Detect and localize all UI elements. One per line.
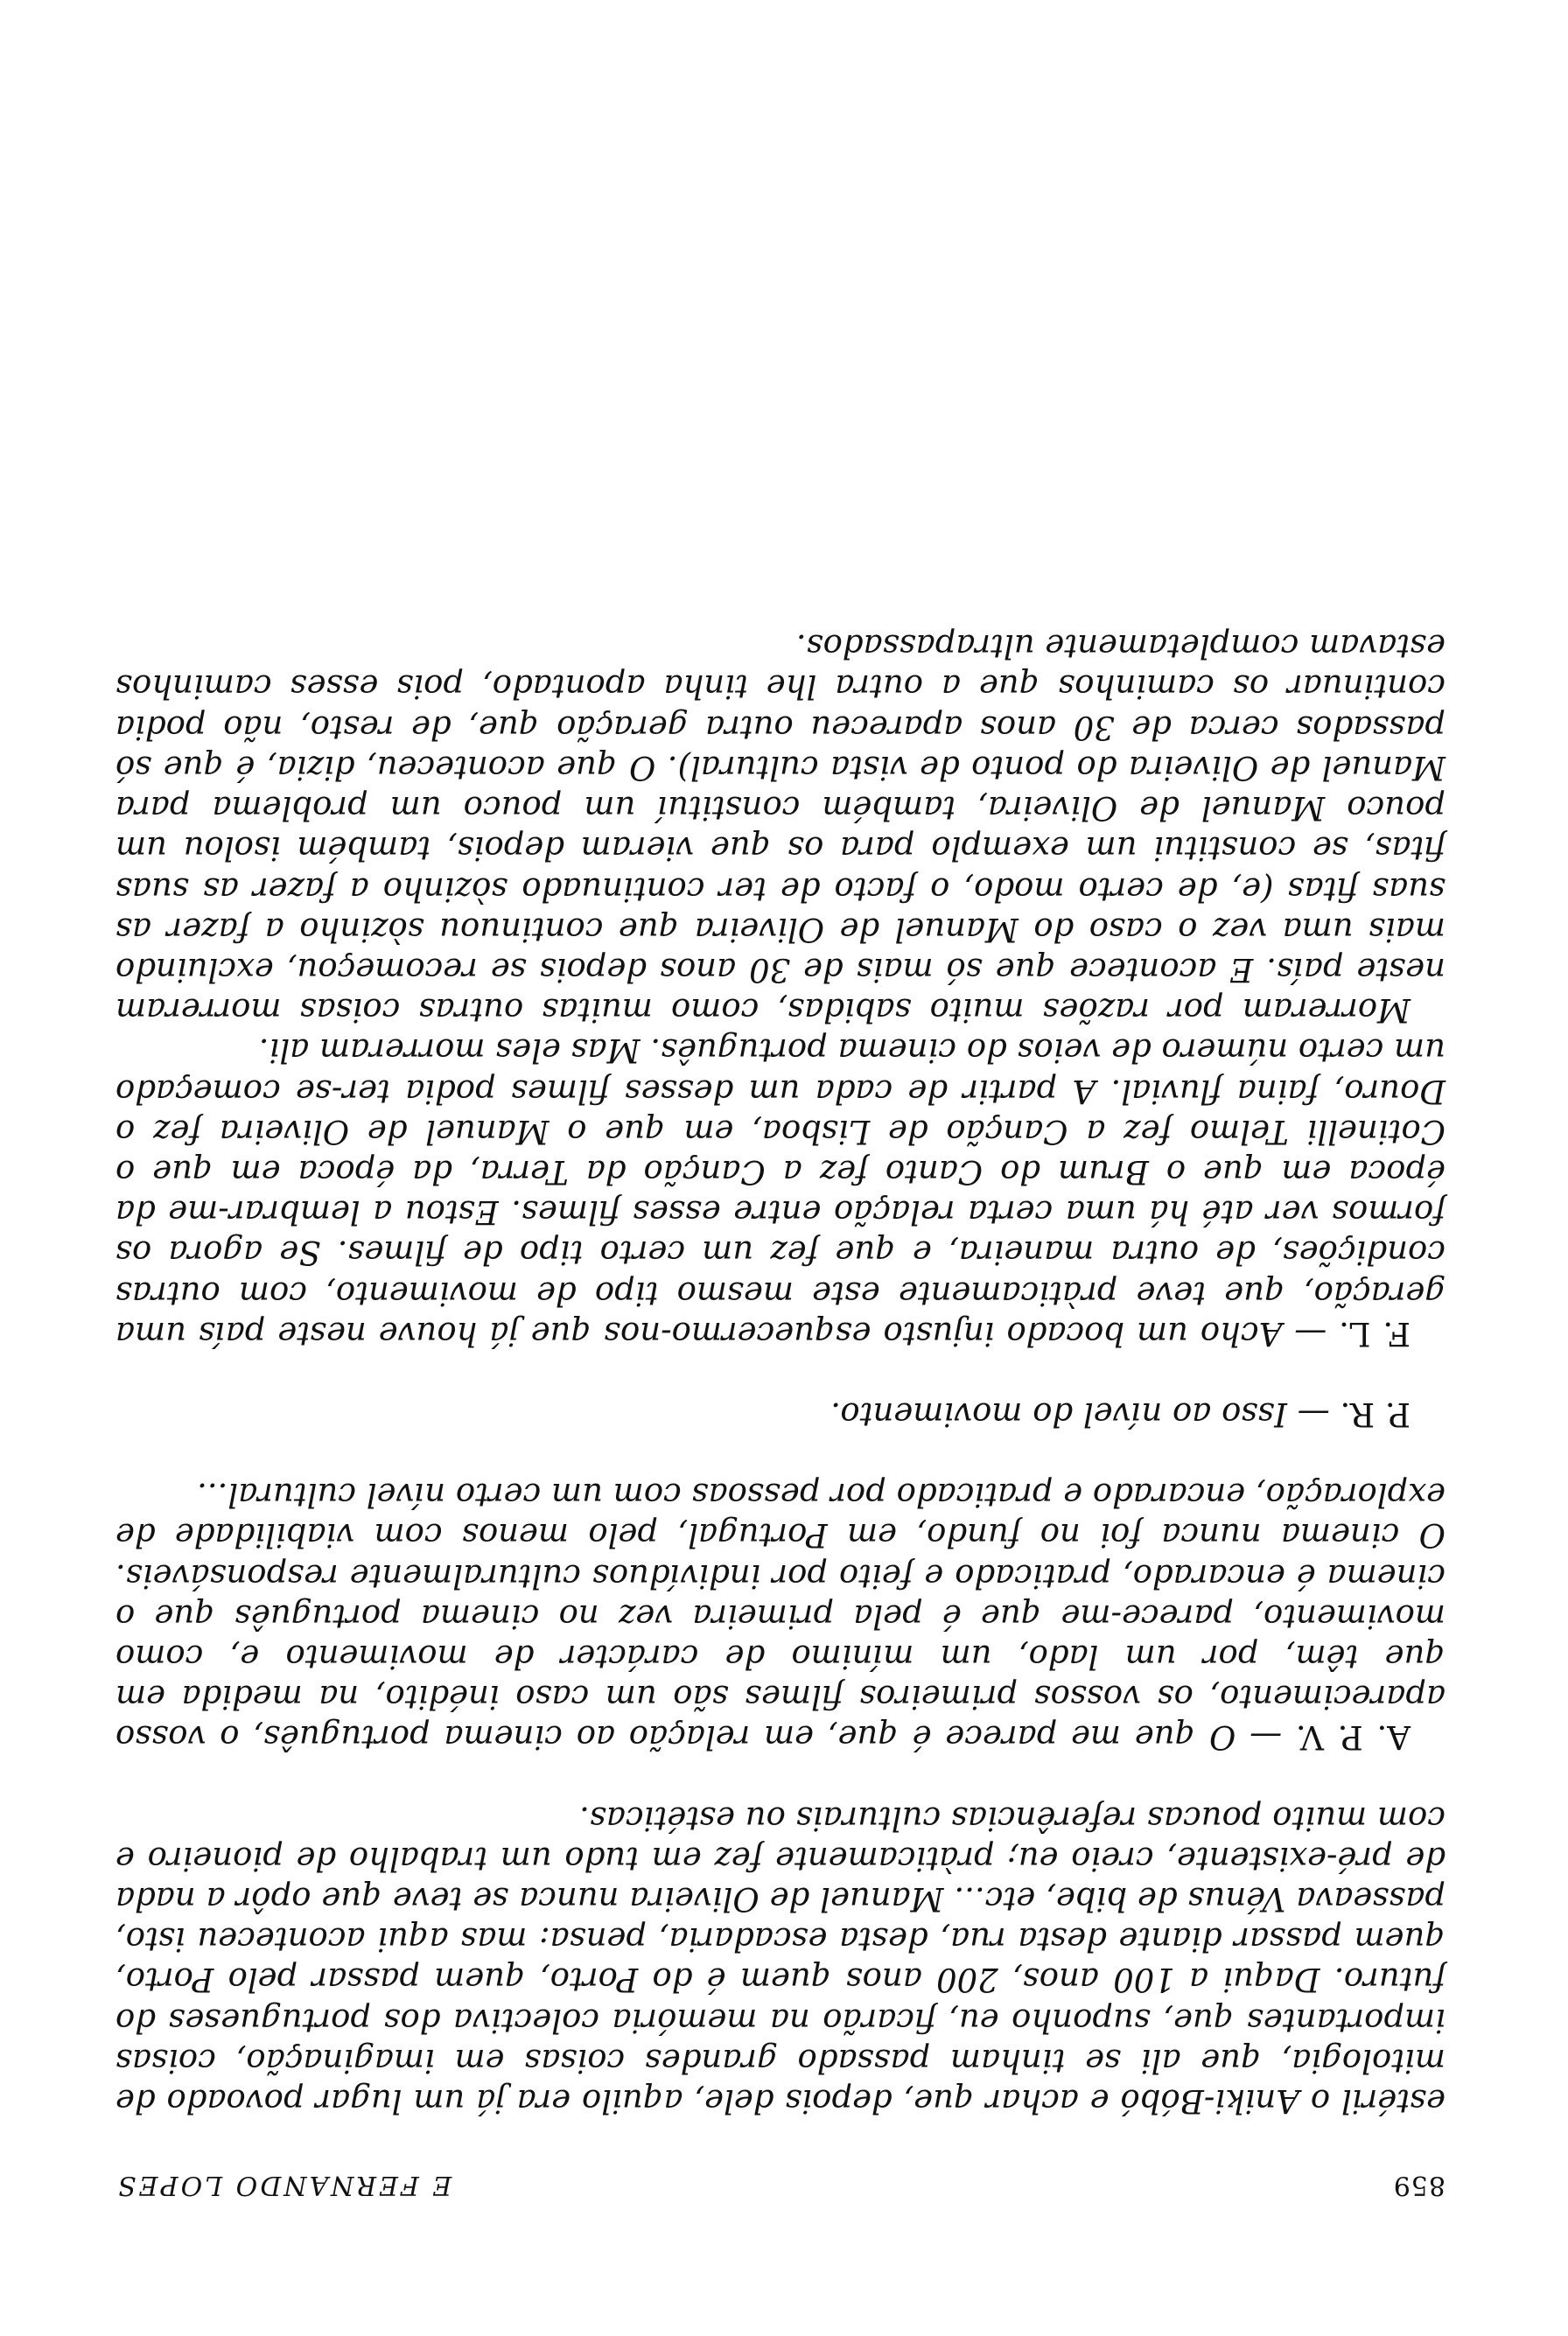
paragraph-apv xyxy=(116,1474,1446,1757)
page-text-block xyxy=(116,626,1446,2205)
speaker-label: P. R. xyxy=(1340,1395,1410,1433)
paragraph-pr xyxy=(116,1394,1446,1434)
paragraph-fl-continued xyxy=(116,626,1446,1030)
running-head xyxy=(116,2159,1446,2205)
paragraph-text: estéril o Aniki-Bóbó e achar que, depois dele, aquilo era já um lugar povoado de mitologia, que ali se tinham passado grandes coisas em imaginação, coisas importantes que, suponho eu, ficarão na memória colectiva dos portugueses do futuro. Daqui a 100 anos, 200 anos quem é do Porto, quem passar pelo Porto, quem passar diante desta rua, desta escadaria, pensa: mas aqui aconteceu isto, passeava Vénus de bibe, etc... Manuel de Oliveira nunca se teve que opôr a nada de pré-existente, creio eu; pràticamente fez em tudo um trabalho de pioneiro e com muito poucas referências culturais ou estéticas. xyxy=(116,1799,1446,2120)
paragraph-continuation xyxy=(116,1797,1446,2121)
paragraph-text: — Acho um bocado injusto esquecermo-nos que já houve neste país uma geração, que teve pràticamente este mesmo tipo de movimento, com outras condições, de outra maneira, e que fez um certo tipo de filmes. Se agora os formos ver até há uma certa relação entre esses filmes. Estou a lembrar-me da época em que o Brum do Canto fez a Canção da Terra, da época em que o Cotinelli Telmo fez a Canção de Lisboa, em que o Manuel de Oliveira fez o Douro, faina fluvial. A partir de cada um desses filmes podia ter-se começado um certo número de veios do cinema português. Mas eles morreram ali. xyxy=(116,1032,1446,1353)
paragraph-text: — O que me parece é que, em relação ao cinema português, o vosso aparecimento, os vossos primeiros filmes são um caso inédito, na medida em que têm, por um lado, um mínimo de carácter de movimento e, como movimento, parece-me que é pela primeira vez no cinema português que o cinema é encarado, praticado e feito por indivíduos culturalmente responsáveis. O cinema nunca foi no fundo, em Portugal, pelo menos com viabilidade de exploração, encarado e praticado por pessoas com um certo nível cultural... xyxy=(116,1476,1446,1757)
paragraph-text: Morreram por razões muito sabidas, como muitas outras coisas morreram neste país. E acontece que só mais de 30 anos depois se recomeçou, excluindo mais uma vez o caso do Manuel de Oliveira que continuou sòzinho a fazer as suas fitas (e, de certo modo, o facto de ter continuado sòzinho a fazer as suas fitas, se constitui um exemplo para os que vieram depois, também isolou um pouco Manuel de Oliveira, também constituí um pouco um problema para Manuel de Oliveira do ponto de vista cultural). O que aconteceu, dizia, é que só passados cerca de 30 anos apareceu outra geração que, de resto, não podia continuar os caminhos que a outra lhe tinha apontado, pois esses caminhos estavam completamente ultrapassados. xyxy=(116,627,1446,1030)
running-title: E FERNANDO LOPES xyxy=(116,2170,452,2200)
paragraph-text: — Isso ao nível do movimento. xyxy=(830,1395,1340,1433)
paragraph-fl xyxy=(116,1030,1446,1353)
speaker-label: A. P. V. xyxy=(1295,1718,1410,1757)
page-number: 859 xyxy=(1392,2170,1446,2200)
speaker-label: F. L. xyxy=(1339,1314,1410,1353)
